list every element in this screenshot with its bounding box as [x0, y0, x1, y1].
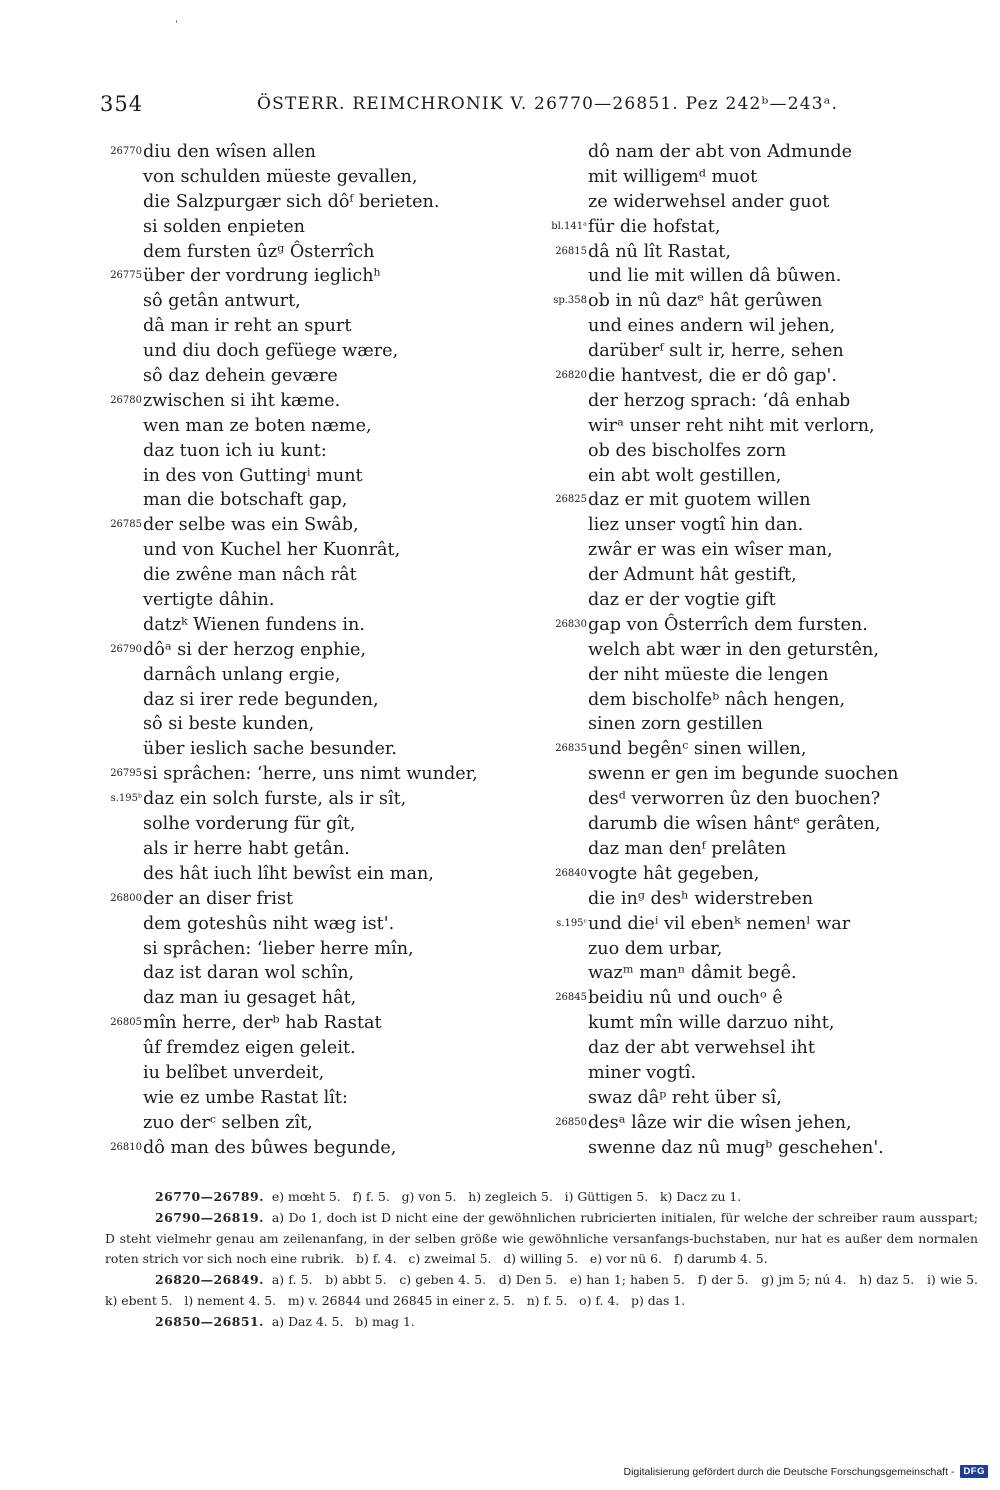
verse-line — [100, 314, 540, 339]
verse-line — [545, 264, 985, 289]
verse-line — [100, 887, 540, 912]
verse-text: si sprâchen: ʻherre, uns nimt wunder, — [143, 764, 478, 785]
verse-line — [100, 240, 540, 265]
verse-number: 26770 — [110, 146, 142, 157]
verse-line — [545, 1011, 985, 1036]
running-title: ÖSTERR. REIMCHRONIK V. 26770—26851. Pez 242ᵇ—243ᵃ. — [257, 94, 839, 114]
verse-line — [545, 339, 985, 364]
verse-text: swenne daz nû mugᵇ geschehen'. — [588, 1137, 884, 1158]
verse-text: darüberᶠ sult ir, herre, sehen — [588, 341, 844, 362]
verse-text: wen man ze boten næme, — [143, 415, 372, 436]
verse-line — [545, 563, 985, 588]
verse-number: 26785 — [110, 519, 142, 531]
verse-line — [100, 364, 540, 389]
verse-line — [100, 1036, 540, 1061]
verse-number: 26840 — [555, 867, 587, 879]
verse-text: ûf fremdez eigen geleit. — [143, 1038, 356, 1059]
verse-number: s.195ᶜ — [556, 917, 587, 929]
verse-text: die Salzpurgær sich dôᶠ berieten. — [143, 191, 440, 212]
verse-text: datzᵏ Wienen fundens in. — [143, 614, 365, 635]
verse-line — [545, 737, 985, 762]
verse-line — [100, 1111, 540, 1136]
verse-number: 26825 — [555, 494, 587, 506]
verse-text: swaz dâᵖ reht über sî, — [588, 1087, 782, 1108]
verse-line — [545, 215, 985, 240]
verse-line — [100, 961, 540, 986]
verse-text: vertigte dâhin. — [143, 590, 275, 611]
verse-text: und eines andern wil jehen, — [588, 316, 836, 337]
verse-line — [100, 190, 540, 215]
verse-number: 26805 — [110, 1017, 142, 1029]
verse-text: zuo derᶜ selben zît, — [143, 1112, 313, 1133]
verse-line — [100, 737, 540, 762]
verse-line — [545, 414, 985, 439]
funding-credit: Digitalisierung gefördert durch die Deutsche Forschungsgemeinschaft - — [623, 1465, 955, 1478]
verse-line — [100, 812, 540, 837]
footnote-range: 26770—26789. — [155, 1189, 264, 1204]
verse-line — [100, 1011, 540, 1036]
verse-line — [100, 264, 540, 289]
verse-text: über der vordrung ieglichʰ — [143, 266, 382, 287]
verse-line — [100, 1136, 540, 1161]
verse-line — [100, 439, 540, 464]
verse-line — [545, 190, 985, 215]
verse-line — [100, 165, 540, 190]
verse-number: 26810 — [110, 1141, 142, 1153]
verse-text: iu belîbet unverdeit, — [143, 1062, 325, 1083]
verse-text: dem bischolfeᵇ nâch hengen, — [588, 689, 846, 710]
verse-text: dâ man ir reht an spurt — [143, 316, 352, 337]
verse-line — [100, 464, 540, 489]
verse-line — [545, 787, 985, 812]
verse-line — [545, 912, 985, 937]
verse-line — [545, 812, 985, 837]
verse-text: dem fursten ûzᵍ Ôsterrîch — [143, 241, 375, 262]
verse-text: daz der abt verwehsel iht — [588, 1038, 815, 1059]
verse-text: miner vogtî. — [588, 1062, 697, 1083]
verse-line — [545, 588, 985, 613]
verse-line — [545, 165, 985, 190]
verse-text: si solden enpieten — [143, 216, 305, 237]
verse-line — [545, 439, 985, 464]
verse-text: daz man denᶠ prelâten — [588, 838, 787, 859]
verse-line — [545, 240, 985, 265]
verse-line — [545, 140, 985, 165]
verse-text: daz er der vogtie gift — [588, 590, 776, 611]
verse-text: beidiu nû und ouchᵒ ê — [588, 988, 783, 1009]
verse-text: liez unser vogtî hin dan. — [588, 515, 804, 536]
verse-text: sinen zorn gestillen — [588, 714, 763, 735]
verse-line — [100, 787, 540, 812]
verse-text: darumb die wîsen hântᵉ gerâten, — [588, 814, 881, 835]
verse-line — [100, 140, 540, 165]
verse-text: kumt mîn wille darzuo niht, — [588, 1013, 835, 1034]
verse-line — [100, 638, 540, 663]
verse-text: sô si beste kunden, — [143, 714, 315, 735]
verse-text: die zwêne man nâch rât — [143, 565, 357, 586]
verse-line — [100, 1061, 540, 1086]
verse-line — [100, 613, 540, 638]
verse-text: zwâr er was ein wîser man, — [588, 540, 833, 561]
verse-line — [100, 986, 540, 1011]
verse-text: dâ nû lît Rastat, — [588, 241, 731, 262]
verse-text: für die hofstat, — [588, 216, 721, 237]
footnote-block — [105, 1270, 990, 1312]
footnote-block — [105, 1208, 982, 1270]
verse-text: sô daz dehein gevære — [143, 366, 338, 387]
verse-text: daz si irer rede begunden, — [143, 689, 379, 710]
verse-line — [100, 663, 540, 688]
verse-text: der Admunt hât gestift, — [588, 565, 797, 586]
verse-text: und begênᶜ sinen willen, — [588, 739, 807, 760]
verse-text: die hantvest, die er dô gap'. — [588, 366, 837, 387]
verse-number: 26850 — [555, 1116, 587, 1128]
dfg-logo: DFG — [960, 1465, 988, 1478]
verse-line — [545, 389, 985, 414]
verse-text: desᵈ verworren ûz den buochen? — [588, 789, 881, 810]
verse-text: darnâch unlang ergie, — [143, 664, 341, 685]
verse-text: welch abt wær in den geturstên, — [588, 639, 879, 660]
verse-number: s.195ᵇ — [110, 793, 142, 805]
verse-line — [100, 414, 540, 439]
verse-text: mîn herre, derᵇ hab Rastat — [143, 1013, 382, 1034]
verse-text: ob in nû dazᵉ hât gerûwen — [588, 291, 823, 312]
verse-line — [545, 364, 985, 389]
verse-line — [545, 762, 985, 787]
verse-line — [100, 937, 540, 962]
verse-text: in des von Guttingⁱ munt — [143, 465, 363, 486]
verse-line — [545, 1136, 985, 1161]
verse-line — [545, 314, 985, 339]
verse-text: wirᵃ unser reht niht mit verlorn, — [588, 415, 875, 436]
verse-line — [100, 563, 540, 588]
verse-text: die inᵍ desʰ widerstreben — [588, 888, 814, 909]
verse-number: 26790 — [110, 643, 142, 655]
verse-text: zwischen si iht kæme. — [143, 390, 341, 411]
verse-text: sô getân antwurt, — [143, 291, 301, 312]
verse-line — [545, 862, 985, 887]
verse-line — [100, 215, 540, 240]
verse-line — [100, 712, 540, 737]
verse-line — [545, 638, 985, 663]
verse-text: diu den wîsen allen — [143, 142, 316, 162]
verse-line — [100, 588, 540, 613]
verse-text: ein abt wolt gestillen, — [588, 465, 782, 486]
verse-number: 26820 — [555, 370, 587, 382]
verse-line — [545, 887, 985, 912]
page-number: 354 — [100, 92, 144, 116]
verse-text: desᵃ lâze wir die wîsen jehen, — [588, 1112, 852, 1133]
footnote-block — [105, 1187, 978, 1208]
verse-line — [545, 1086, 985, 1111]
verse-text: und von Kuchel her Kuonrât, — [143, 540, 401, 561]
verse-number: 26815 — [555, 245, 587, 257]
verse-text: dô man des bûwes begunde, — [143, 1137, 397, 1158]
verse-text: wazᵐ manⁿ dâmit begê. — [588, 963, 797, 984]
verse-line — [545, 937, 985, 962]
verse-line — [545, 1036, 985, 1061]
verse-text: gap von Ôsterrîch dem fursten. — [588, 614, 868, 635]
page-header — [100, 92, 900, 120]
footnote-block — [105, 1312, 978, 1333]
scan-mark — [176, 20, 177, 23]
verse-line — [100, 538, 540, 563]
verse-text: ob des bischolfes zorn — [588, 440, 787, 461]
verse-line — [100, 389, 540, 414]
verse-line — [545, 961, 985, 986]
verse-line — [545, 986, 985, 1011]
verse-text: daz tuon ich iu kunt: — [143, 440, 327, 461]
right-verse-column — [545, 140, 985, 1161]
verse-text: der selbe was ein Swâb, — [143, 515, 359, 536]
verse-number: 26795 — [110, 768, 142, 780]
verse-text: dô nam der abt von Admunde — [588, 142, 853, 162]
verse-text: von schulden müeste gevallen, — [143, 166, 418, 187]
verse-text: daz man iu gesaget hât, — [143, 988, 357, 1009]
verse-text: wie ez umbe Rastat lît: — [143, 1087, 348, 1108]
verse-text: und diu doch gefüege wære, — [143, 341, 399, 362]
verse-number: 26800 — [110, 892, 142, 904]
verse-text: daz ist daran wol schîn, — [143, 963, 355, 984]
footnote-range: 26820—26849. — [155, 1272, 264, 1288]
verse-number: 26830 — [555, 618, 587, 630]
verse-text: des hât iuch lîht bewîst ein man, — [143, 863, 434, 884]
verse-line — [100, 837, 540, 862]
footnote-range: 26790—26819. — [155, 1209, 264, 1225]
verse-line — [100, 912, 540, 937]
verse-line — [545, 289, 985, 314]
verse-text: man die botschaft gap, — [143, 490, 348, 511]
verse-line — [545, 464, 985, 489]
verse-line — [100, 289, 540, 314]
left-verse-column — [100, 140, 540, 1161]
page-footer — [624, 1465, 988, 1478]
verse-line — [545, 613, 985, 638]
verse-text: als ir herre habt getân. — [143, 838, 350, 859]
verse-line — [545, 538, 985, 563]
verse-line — [545, 663, 985, 688]
verse-text: dem goteshûs niht wæg ist'. — [143, 913, 395, 934]
verse-text: ze widerwehsel ander guot — [588, 191, 830, 212]
verse-number: 26775 — [110, 270, 142, 282]
verse-text: vogte hât gegeben, — [588, 863, 760, 884]
verse-line — [545, 712, 985, 737]
verse-text: zuo dem urbar, — [588, 938, 723, 959]
verse-text: swenn er gen im begunde suochen — [588, 764, 899, 785]
footnote-text: e) mœht 5. f) f. 5. g) von 5. h) zegleich 5. i) Güttigen 5. k) Dacz zu 1. — [271, 1189, 742, 1204]
verse-text: daz ein solch furste, als ir sît, — [143, 789, 407, 810]
verse-text: und lie mit willen dâ bûwen. — [588, 266, 842, 287]
critical-apparatus — [105, 1187, 990, 1333]
verse-text: über ieslich sache besunder. — [143, 739, 397, 760]
verse-line — [545, 1061, 985, 1086]
verse-text: daz er mit guotem willen — [588, 490, 811, 511]
verse-line — [545, 688, 985, 713]
verse-line — [100, 762, 540, 787]
footnote-text: a) Do 1, doch ist D nicht eine der gewöhnlichen rubricierten initialen, für welche der schreiber raum ausspart; D steht vielmehr genau am zeilenanfang, in der selben größe wie gewöhnliche versanfangs-buchstaben, nur hat es außer dem normalen roten strich vor sich noch eine rubrik. b) f. 4. c) zweimal 5. d) willing 5. e) vor nü 6. f) darumb 4. 5. — [105, 1209, 982, 1267]
footnote-text: a) Daz 4. 5. b) mag 1. — [271, 1313, 415, 1329]
verse-line — [545, 488, 985, 513]
verse-text: der niht müeste die lengen — [588, 664, 829, 685]
verse-line — [100, 339, 540, 364]
verse-text: der an diser frist — [143, 888, 294, 909]
footnote-range: 26850—26851. — [155, 1313, 264, 1329]
verse-line — [100, 1086, 540, 1111]
verse-text: der herzog sprach: ʻdâ enhab — [588, 390, 851, 411]
verse-line — [100, 513, 540, 538]
verse-text: solhe vorderung für gît, — [143, 814, 356, 835]
verse-line — [100, 862, 540, 887]
verse-text: si sprâchen: ʻlieber herre mîn, — [143, 938, 414, 959]
verse-line — [545, 513, 985, 538]
verse-number: 26780 — [110, 394, 142, 406]
verse-number: 26845 — [555, 992, 587, 1004]
verse-number: sp.358 — [553, 295, 587, 307]
verse-number: 26835 — [555, 743, 587, 755]
verse-line — [100, 688, 540, 713]
verse-text: mit willigemᵈ muot — [588, 166, 758, 187]
footnote-text: a) f. 5. b) abbt 5. c) geben 4. 5. d) Den 5. e) han 1; haben 5. f) der 5. g) jm 5; nú 4. h) daz 5. i) wie 5. k) ebent 5. l) nement 4. 5. m) v. 26844 und 26845 in einer z. 5. n) f. 5. o) f. 4. p) das 1. — [105, 1272, 990, 1308]
verse-line — [545, 837, 985, 862]
verse-text: und dieⁱ vil ebenᵏ nemenˡ war — [588, 913, 851, 934]
verse-line — [100, 488, 540, 513]
verse-line — [545, 1111, 985, 1136]
verse-number: bl.141ᵃ — [551, 220, 587, 232]
verse-text: dôᵃ si der herzog enphie, — [143, 639, 366, 660]
